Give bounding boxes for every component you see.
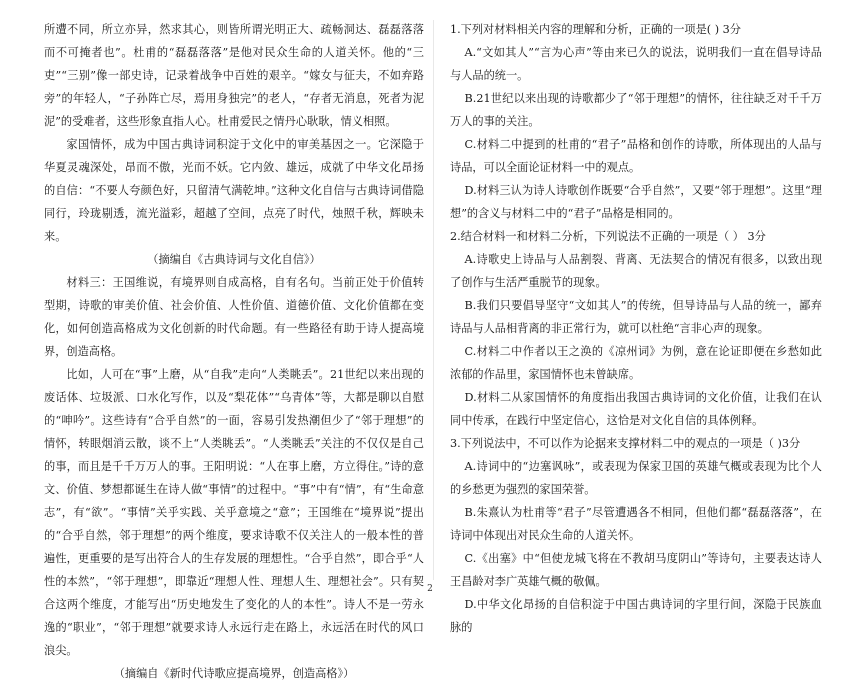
option-d: D.中华文化昂扬的自信积淀于中国古典诗词的字里行间，深隐于民族血脉的 [450, 598, 822, 634]
question-1 [450, 18, 822, 225]
option-b: B.朱熹认为杜甫等“君子”尽管遭遇各不相同，但他们都“磊磊落落”，在诗词中体现出对民众生命的人道关怀。 [450, 506, 822, 542]
option-c: C.材料二中作者以王之涣的《凉州词》为例，意在论证即便在乡愁如此浓郁的作品里，家国情怀也未曾缺席。 [450, 345, 822, 381]
source-citation: （摘编自《新时代诗歌应提高境界，创造高格》） [113, 667, 355, 680]
option-c: C.材料二中提到的杜甫的“君子”品格和创作的诗歌，所体现出的人品与诗品，可以全面论证材料一中的观点。 [450, 138, 822, 174]
reading-paragraph: 比如，人可在“事”上磨，从“自我”走向“人类眺丢”。21世纪以来出现的废话体、垃圾派、口水化写作，以及“梨花体”“乌青体”等，大都是聊以自慰的“呻吟”。这些诗有“合乎自然”的一面，容易引发热潮但少了“邻于理想”的情怀，转眼烟消云散，谈不上“人类眺丢”。“人类眺丢”关注的不仅仅是自己的事，而且是千千万万人的事。王阳明说：“人在事上磨，方立得住。”诗的意文、价值、梦想都诞生在诗人做“事情”的过程中。“事”中有“情”，有“生命意志”，有“欲”。“事情”关乎实践、关乎意境之“意”；王国维在“境界说”提出的“合乎自然，邻于理想”的两个维度，要求诗歌不仅关注人的一般本性的普遍性，更重要的是写出符合人的生存发展的理想性。“合乎自然”，即合乎“人性的本然”，“邻于理想”，即靠近“理想人性、理想人生、理想社会”。只有契合这两个维度，才能写出“历史地发生了变化的人的本性”。诗人不是一劳永逸的“职业”，“邻于理想”就要求诗人永远行走在路上，永远活在时代的风口浪尖。 [44, 368, 424, 657]
question-stem: 1.下列对材料相关内容的理解和分析，正确的一项是( ) 3分 [450, 23, 741, 36]
right-column [450, 18, 822, 639]
question-stem: 3.下列说法中，不可以作为论据来支撑材料二中的观点的一项是（ )3分 [450, 437, 801, 450]
column-divider [433, 20, 434, 580]
option-a: A.诗词中的“边塞讽咏”，或表现为保家卫国的英雄气概或表现为比个人的乡愁更为强烈的家国荣誉。 [450, 460, 822, 496]
option-d: D.材料三认为诗人诗歌创作既要“合乎自然”，又要“邻于理想”。这里“理想”的含义与材料二中的“君子”品格是相同的。 [450, 184, 822, 220]
source-citation: （摘编自《古典诗词与文化自信》） [147, 253, 321, 266]
reading-paragraph: 所遭不同，所立亦异，然求其心，则皆所谓光明正大、疏畅洞达、磊磊落落而不可掩者也”。杜甫的“磊磊落落”是他对民众生命的人道关怀。他的“三吏”“三别”像一部史诗，记录着战争中百姓的艰辛。“嫁女与征夫，不如弃路旁”的年轻人，“子孙阵亡尽，焉用身独完”的老人，“存者无消息，死者为泥泥”的受难者，这些形象直指人心。杜甫爱民之情丹心耿耿，情义相照。 [44, 23, 424, 128]
option-c: C.《出塞》中“但使龙城飞将在不教胡马度阴山”等诗句，主要表达诗人王昌龄对李广英雄气概的敬佩。 [450, 552, 822, 588]
option-b: B.21世纪以来出现的诗歌都少了“邻于理想”的情怀，往往缺乏对千千万万人的事的关注。 [450, 92, 822, 128]
option-a: A.诗歌史上诗品与人品割裂、背离、无法契合的情况有很多，以致出现了创作与生活严重脱节的现象。 [450, 253, 822, 289]
page-number: 2 [427, 584, 433, 594]
option-d: D.材料二从家国情怀的角度指出我国古典诗词的文化价值，让我们在认同中传承，在践行中坚定信心，这恰是对文化自信的具体例释。 [450, 391, 822, 427]
question-3 [450, 432, 822, 639]
question-2 [450, 225, 822, 432]
option-a: A.“文如其人”“言为心声”等由来已久的说法，说明我们一直在倡导诗品与人品的统一。 [450, 46, 822, 82]
option-b: B.我们只要倡导坚守“文如其人”的传统，但导诗品与人品的统一，鄙弃诗品与人品相背离的非正常行为，就可以杜绝“言非心声的现象。 [450, 299, 822, 335]
question-stem: 2.结合材料一和材料二分析，下列说法不正确的一项是（ ） 3分 [450, 230, 766, 243]
reading-paragraph: 材料三：王国维说，有境界则自成高格，自有名句。当前正处于价值转型期，诗歌的审美价值、社会价值、人性价值、道德价值、文化价值都在变化，如何创造高格成为文化创新的时代命题。有一些路径有助于诗人提高境界，创造高格。 [44, 276, 424, 358]
reading-paragraph: 家国情怀，成为中国古典诗词积淀于文化中的审美基因之一。它深隐于华夏灵魂深处，昂而不傲，光而不妖。它内敛、雄远，成就了中华文化昂扬的自信：“不要人夸颜色好，只留清气满乾坤。”这种文化自信与古典诗词借隐同行，玲珑剔透，流光溢彩，超越了空间，点亮了时代，烛照千秋，辉映未来。 [44, 138, 424, 243]
